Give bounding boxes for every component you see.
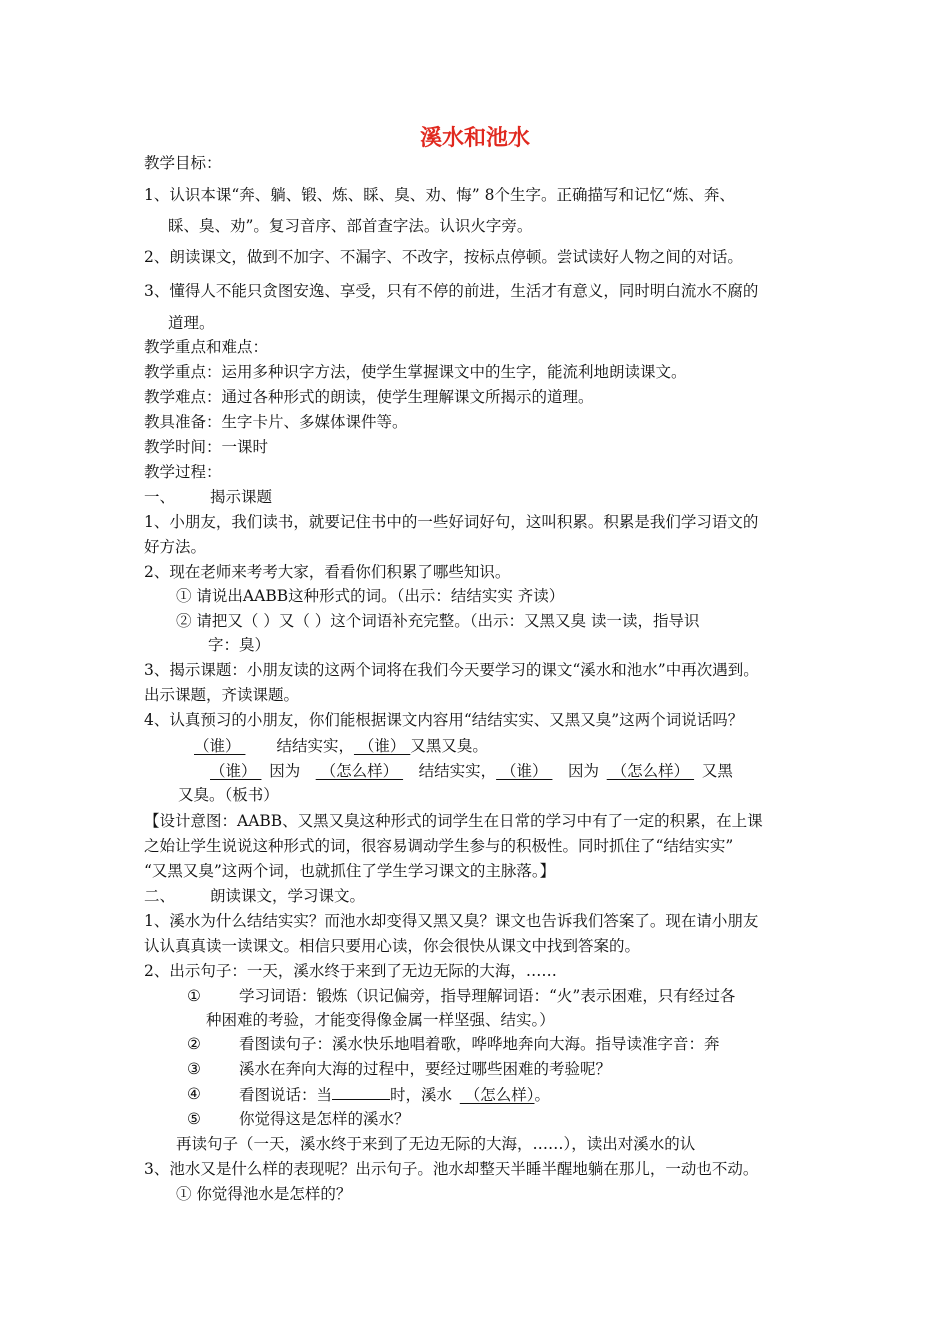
objective-1-line-1: 1、认识本课“奔、躺、锻、炼、睬、臭、劝、悔” 8个生字。正确描写和记忆“炼、奔、 [144, 186, 735, 204]
s2-item-5: 你觉得这是怎样的溪水？ [239, 1110, 410, 1128]
s1-p1-line-1: 1、小朋友，我们读书，就要记住书中的一些好词好句，这叫积累。积累是我们学习语文的 [144, 513, 759, 531]
blank-who: （谁） [353, 737, 411, 755]
section-1-number: 一、 [144, 488, 176, 506]
s2-item-3-marker: ③ [187, 1060, 201, 1078]
teaching-time: 教学时间：一课时 [144, 438, 269, 456]
fill-in-line-3: 又臭。（板书） [178, 786, 279, 804]
s1-p3-line-1: 3、揭示课题：小朋友读的这两个词将在我们今天要学习的课文“溪水和池水”中再次遇到。 [144, 661, 759, 679]
s2-p3: 3、池水又是什么样的表现呢？出示句子。池水却整天半睡半醒地躺在那儿，一动也不动。 [144, 1160, 759, 1178]
s2-item-4-marker: ④ [187, 1085, 201, 1103]
s2-p3-sub-1: ① 你觉得池水是怎样的？ [176, 1185, 352, 1203]
s2-p2: 2、出示句子：一天，溪水终于来到了无边无际的大海，…… [144, 962, 557, 980]
s1-p2-sub-1: ① 请说出AABB这种形式的词。（出示：结结实实 齐读） [176, 587, 565, 605]
section-2-title: 朗读课文，学习课文。 [210, 887, 366, 905]
s2-p1-line-1: 1、溪水为什么结结实实？而池水却变得又黑又臭？课文也告诉我们答案了。现在请小朋友 [144, 912, 759, 930]
s1-p2-sub-2-line-2: 字：臭） [208, 636, 271, 654]
objectives-heading: 教学目标： [144, 154, 222, 172]
blank-line [332, 1083, 390, 1100]
objective-3-line-2: 道理。 [168, 314, 215, 332]
blank-who: （谁） [194, 737, 246, 755]
design-note-line-3: “又黑又臭”这两个词，也就抓住了学生学习课文的主脉落。】 [144, 862, 556, 880]
section-2-number: 二、 [144, 887, 176, 905]
s2-reread: 再读句子（一天，溪水终于来到了无边无际的大海，……），读出对溪水的认 [176, 1135, 696, 1153]
section-1-title: 揭示课题 [210, 488, 273, 506]
focus-difficulty: 教学难点：通过各种形式的朗读，使学生理解课文所揭示的道理。 [144, 388, 594, 406]
s1-p4: 4、认真预习的小朋友，你们能根据课文内容用“结结实实、又黑又臭”这两个词说话吗？ [144, 711, 744, 729]
focus-key-point: 教学重点：运用多种识字方法，使学生掌握课文中的生字，能流利地朗读课文。 [144, 363, 687, 381]
document-title: 溪水和池水 [419, 125, 530, 151]
s2-item-1-marker: ① [187, 987, 201, 1005]
teaching-aids: 教具准备：生字卡片、多媒体课件等。 [144, 413, 408, 431]
blank-how: （怎么样） [315, 762, 404, 780]
s2-item-3: 溪水在奔向大海的过程中，要经过哪些困难的考验呢？ [239, 1060, 612, 1078]
objective-1-line-2: 睬、臭、劝”。复习音序、部首查字法。认识火字旁。 [168, 217, 533, 235]
s2-item-5-marker: ⑤ [187, 1110, 201, 1128]
s1-p2: 2、现在老师来考考大家，看看你们积累了哪些知识。 [144, 563, 511, 581]
focus-heading: 教学重点和难点： [144, 338, 269, 356]
blank-how: （怎么样） [459, 1086, 535, 1104]
s1-p2-sub-2-line-1: ② 请把又（ ）又（ ）这个词语补充完整。（出示：又黑又臭 读一读，指导识 [176, 612, 700, 630]
objective-2: 2、朗读课文，做到不加字、不漏字、不改字，按标点停顿。尝试读好人物之间的对话。 [144, 248, 743, 266]
s1-p3-line-2: 出示课题，齐读课题。 [144, 686, 300, 704]
s2-item-2-marker: ② [187, 1035, 201, 1053]
design-note-line-2: 之始让学生说说这种形式的词，很容易调动学生参与的积极性。同时抓住了“结结实实” [144, 837, 734, 855]
blank-how: （怎么样） [606, 762, 695, 780]
blank-who: （谁） [210, 762, 262, 780]
fill-in-line-2: （谁） 因为 （怎么样） 结结实实， （谁） 因为 （怎么样） 又黑 [210, 762, 733, 780]
process-heading: 教学过程： [144, 463, 222, 481]
blank-who: （谁） [496, 762, 553, 780]
s2-item-1-line-1: 学习词语：锻炼（识记偏旁，指导理解词语：“火”表示困难，只有经过各 [239, 987, 736, 1005]
s2-p1-line-2: 认认真真读一读课文。相信只要用心读，你会很快从课文中找到答案的。 [144, 937, 641, 955]
s2-item-4: 看图说话：当 时，溪水 （怎么样）。 [239, 1083, 550, 1106]
objective-3-line-1: 3、懂得人不能只贪图安逸、享受，只有不停的前进，生活才有意义，同时明白流水不腐的 [144, 282, 759, 300]
s2-item-1-line-2: 种困难的考验，才能变得像金属一样坚强、结实。） [206, 1011, 555, 1029]
s2-item-2: 看图读句子：溪水快乐地唱着歌，哗哗地奔向大海。指导读准字音：奔 [239, 1035, 720, 1053]
design-note-line-1: 【设计意图：AABB、又黑又臭这种形式的词学生在日常的学习中有了一定的积累，在上课 [144, 812, 763, 830]
fill-in-line-1: （谁） 结结实实， （谁） 又黑又臭。 [194, 737, 488, 755]
s1-p1-line-2: 好方法。 [144, 538, 207, 556]
